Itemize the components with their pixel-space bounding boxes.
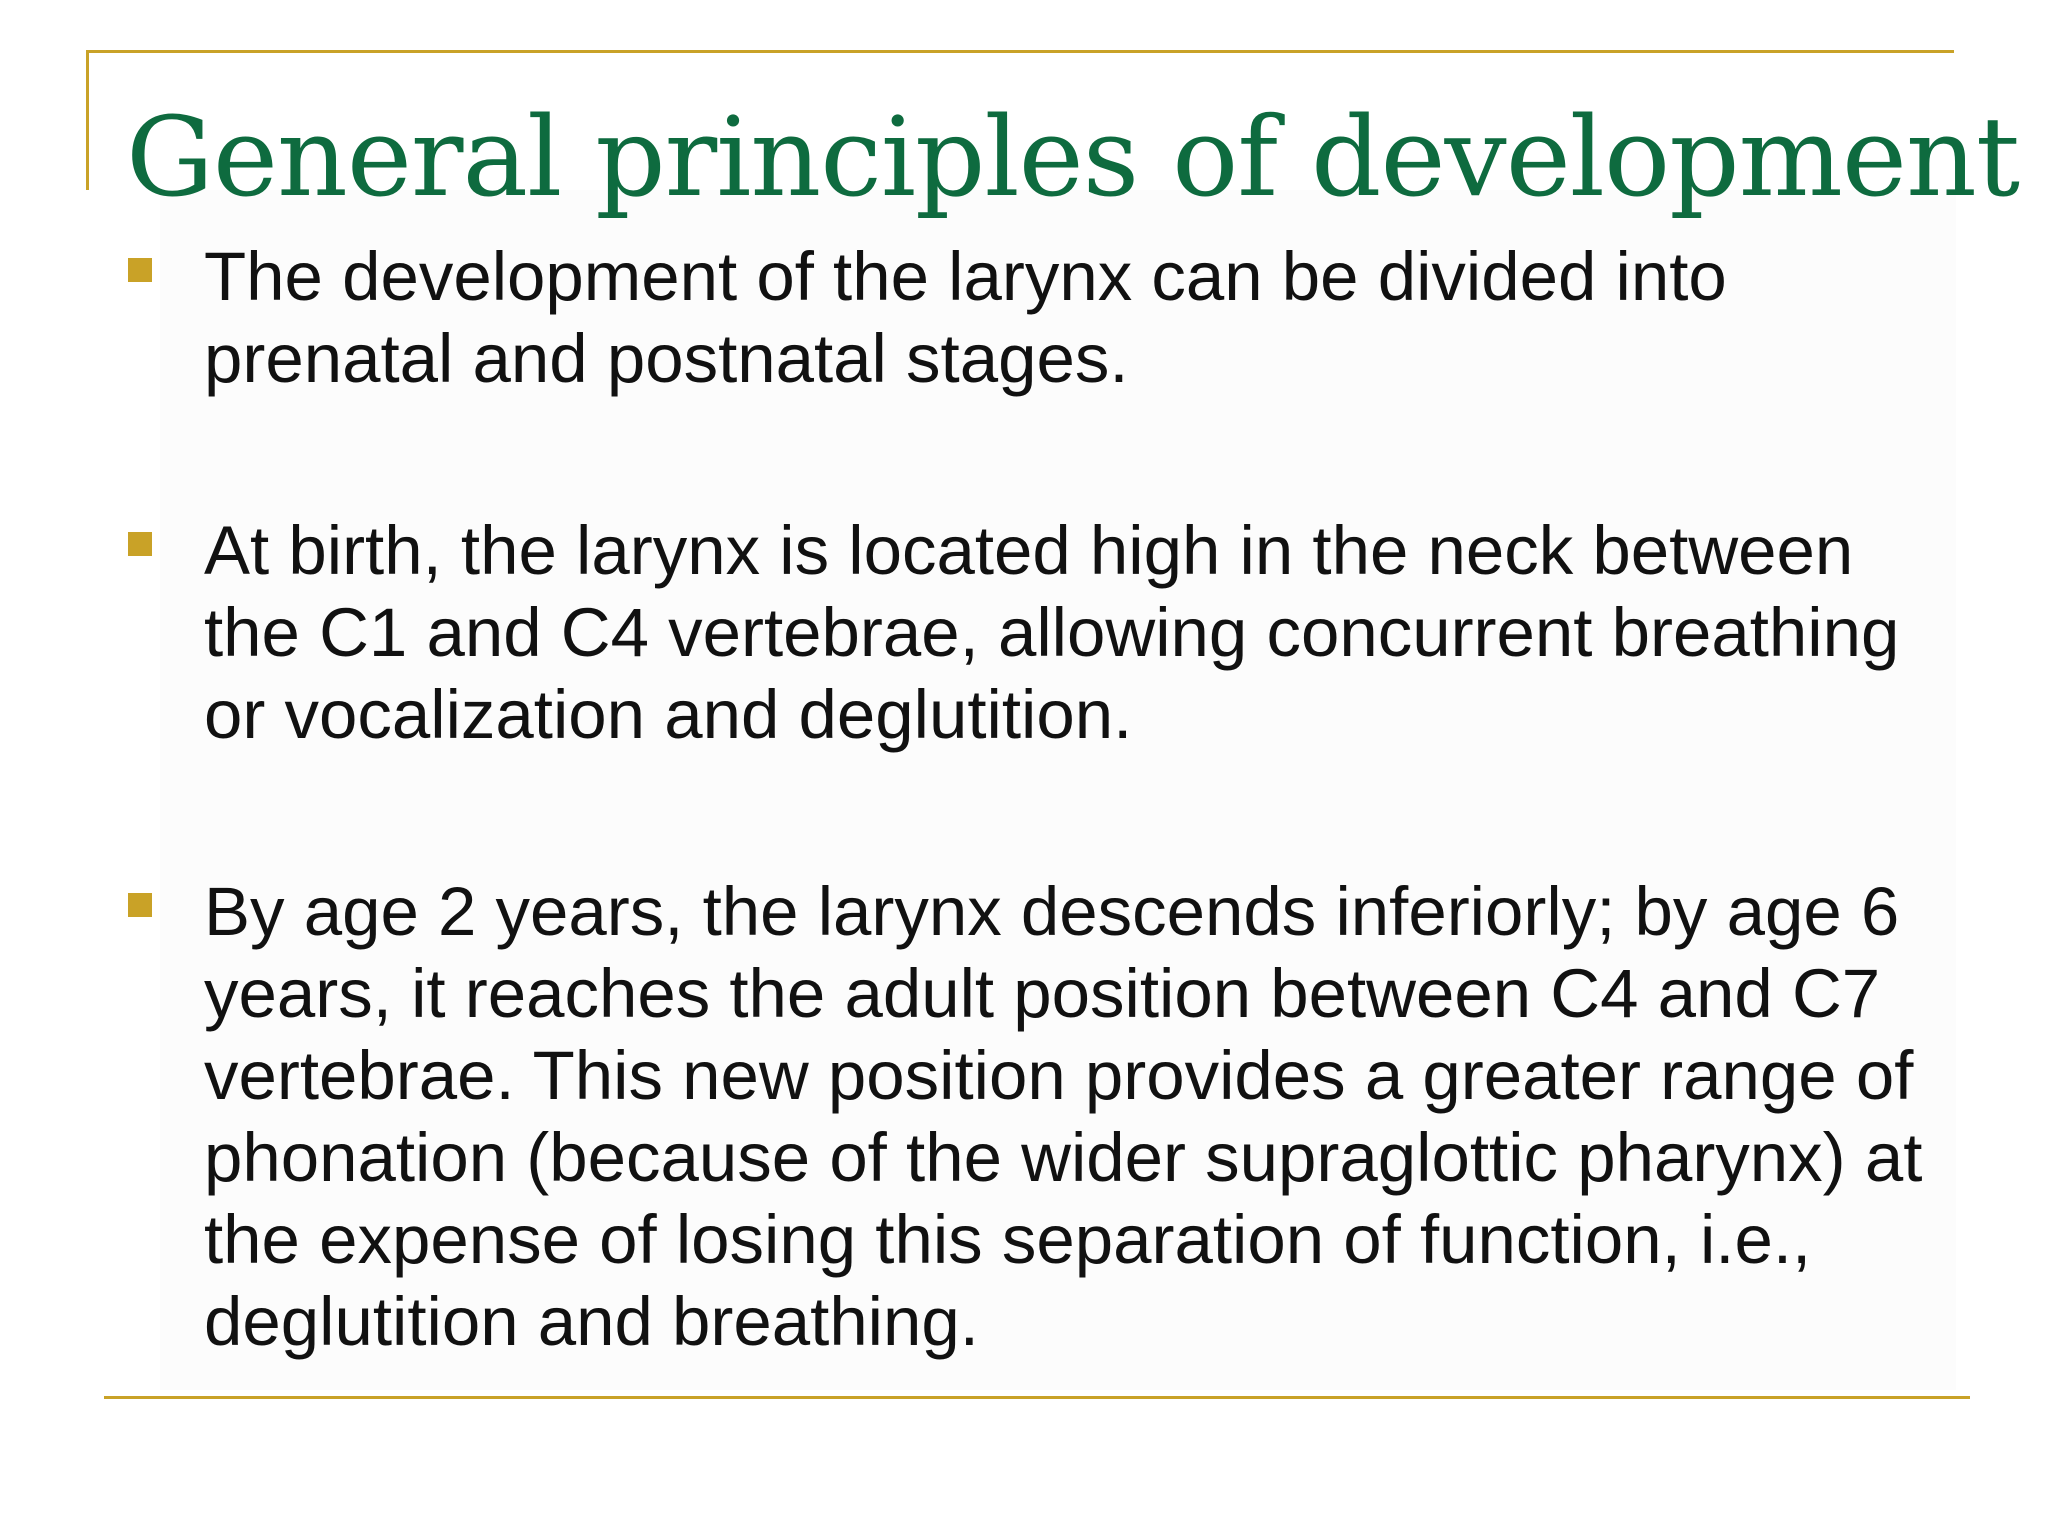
slide-title: General principles of development bbox=[126, 93, 2020, 221]
square-bullet-icon bbox=[128, 258, 152, 282]
bullet-item bbox=[126, 236, 1966, 400]
bullet-item bbox=[126, 871, 1966, 1363]
square-bullet-icon bbox=[128, 893, 152, 917]
square-bullet-icon bbox=[128, 532, 152, 556]
bullet-list bbox=[126, 236, 1966, 1473]
bullet-text: At birth, the larynx is located high in the neck between the C1 and C4 vertebrae, allowing concurrent breathing or vocalization and deglutition. bbox=[204, 512, 1900, 753]
bottom-border-line bbox=[104, 1396, 1970, 1399]
top-border-line bbox=[86, 50, 1954, 53]
bullet-text: The development of the larynx can be divided into prenatal and postnatal stages. bbox=[204, 238, 1727, 397]
bullet-text: By age 2 years, the larynx descends inferiorly; by age 6 years, it reaches the adult position between C4 and C7 vertebrae. This new position provides a greater range of phonation (because of the wider supraglottic pharynx) at the expense of losing this separation of function, i.e., deglutition and breathing. bbox=[204, 873, 1923, 1360]
bullet-item bbox=[126, 510, 1966, 756]
left-border-line bbox=[86, 50, 89, 190]
